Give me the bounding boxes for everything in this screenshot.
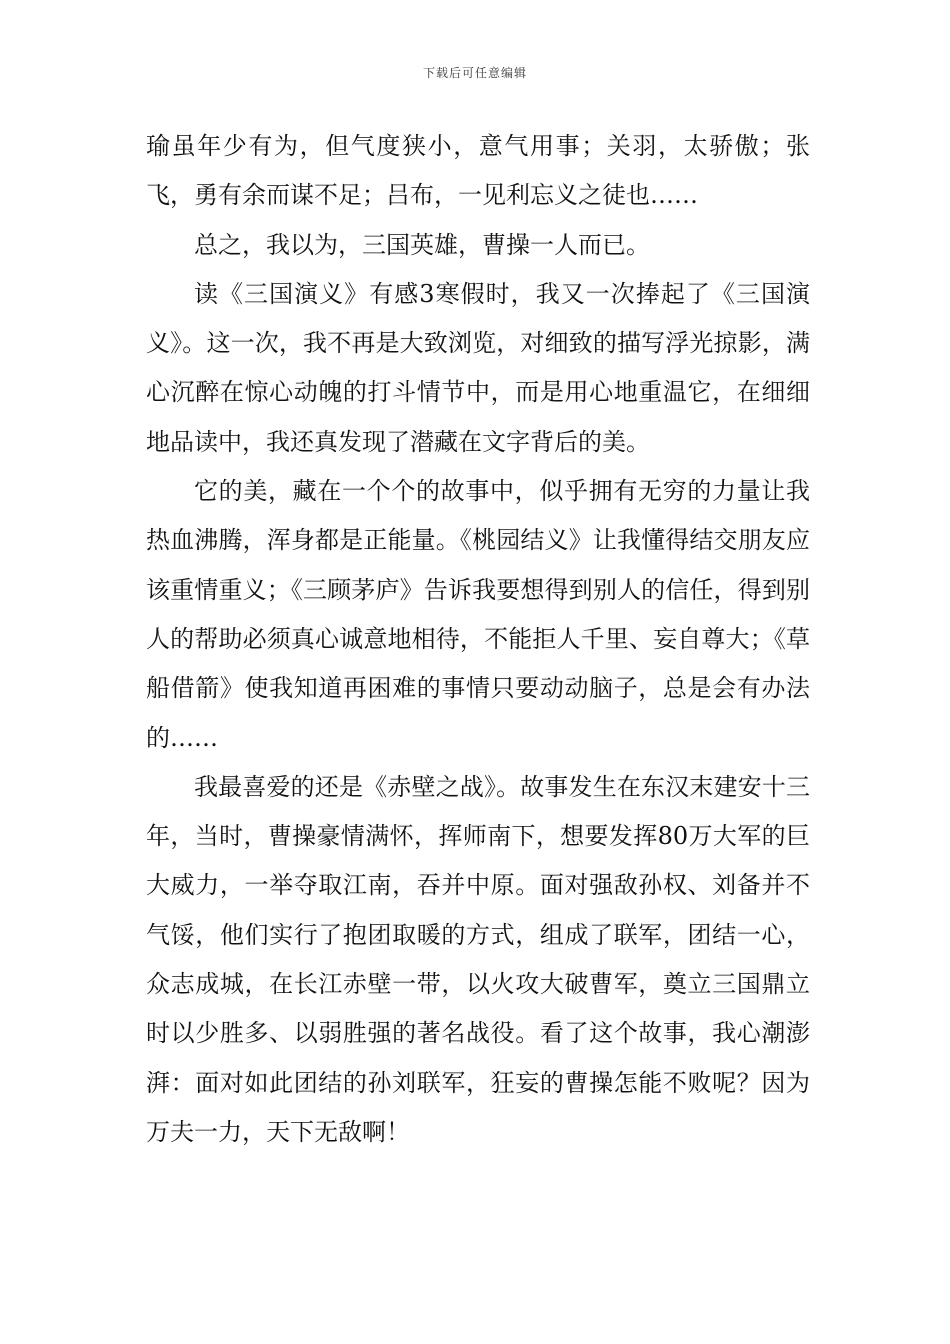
document-body xyxy=(146,122,810,1157)
paragraph-4: 它的美，藏在一个个的故事中，似乎拥有无穷的力量让我热血沸腾，浑身都是正能量。《桃园结义》让我懂得结交朋友应该重情重义；《三顾茅庐》告诉我要想得到别人的信任，得到别人的帮助必须真心诚意地相待，不能拒人千里、妄自尊大；《草船借箭》使我知道再困难的事情只要动动脑子，总是会有办法的…… xyxy=(146,477,810,752)
paragraph-5: 我最喜爱的还是《赤壁之战》。故事发生在东汉末建安十三年，当时，曹操豪情满怀，挥师南下，想要发挥80万大军的巨大威力，一举夺取江南，吞并中原。面对强敌孙权、刘备并不气馁，他们实行了抱团取暖的方式，组成了联军，团结一心，众志成城，在长江赤壁一带，以火攻大破曹军，奠立三国鼎立时以少胜多、以弱胜强的著名战役。看了这个故事，我心潮澎湃：面对如此团结的孙刘联军，狂妄的曹操怎能不败呢？因为万夫一力，天下无敌啊！ xyxy=(146,772,810,1146)
header-note: 下载后可任意编辑 xyxy=(422,66,527,80)
paragraph-3: 读《三国演义》有感3寒假时，我又一次捧起了《三国演义》。这一次，我不再是大致浏览，对细致的描写浮光掠影，满心沉醉在惊心动魄的打斗情节中，而是用心地重温它，在细细地品读中，我还真发现了潜藏在文字背后的美。 xyxy=(146,279,810,456)
paragraph-1: 瑜虽年少有为，但气度狭小，意气用事；关羽，太骄傲；张飞，勇有余而谋不足；吕布，一见利忘义之徒也…… xyxy=(146,132,810,210)
paragraph-2: 总之，我以为，三国英雄，曹操一人而已。 xyxy=(194,230,650,259)
